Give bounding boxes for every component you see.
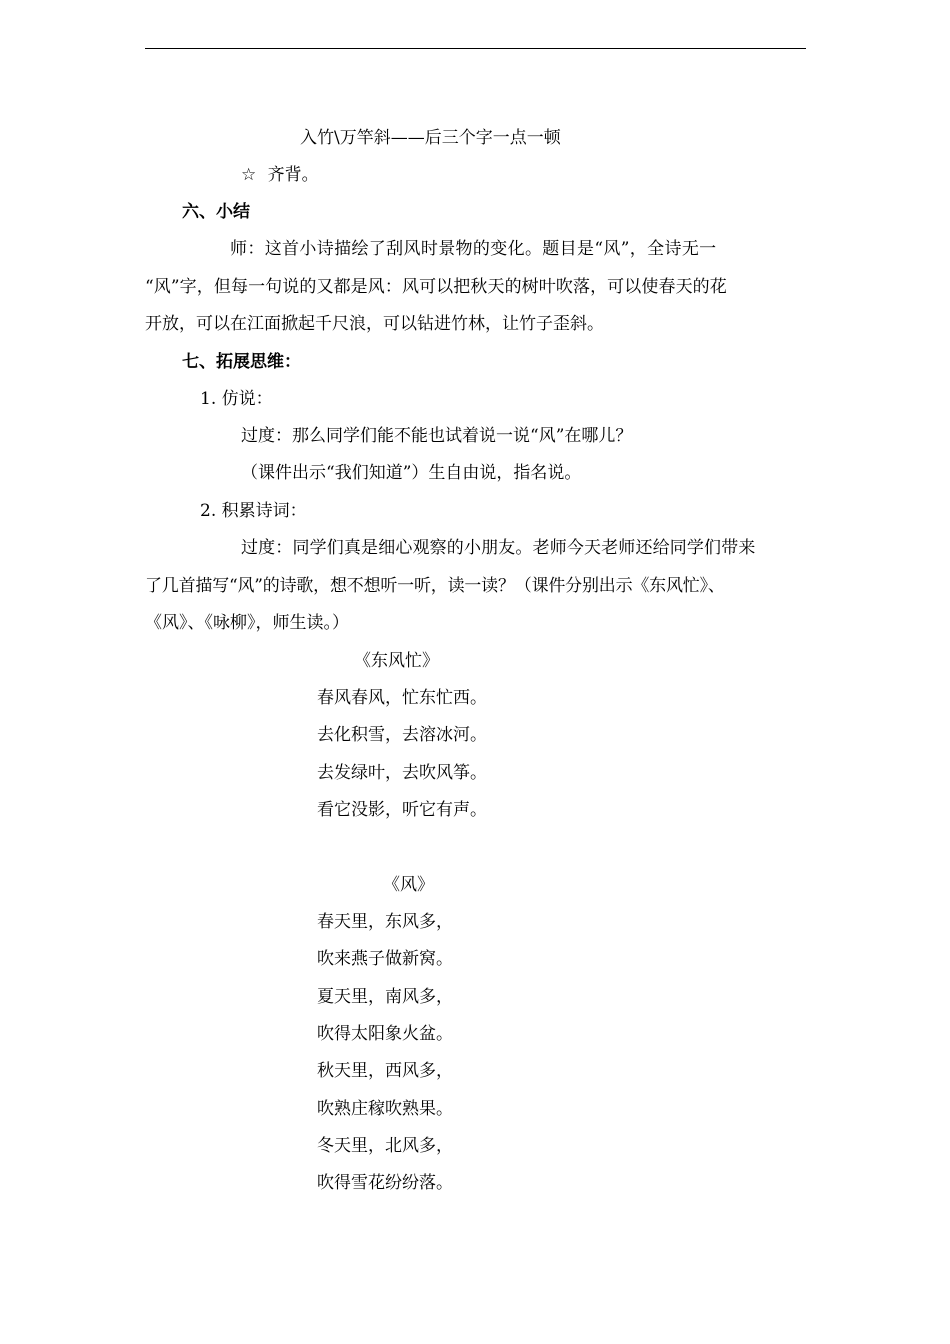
poem-line: 去发绿叶，去吹风筝。 — [317, 763, 487, 783]
poem-line: 吹得太阳象火盆。 — [317, 1024, 453, 1044]
star-icon: ☆ — [241, 165, 257, 185]
chorus-text: 齐背。 — [267, 165, 319, 185]
item-label-imitate: 1. 仿说： — [200, 389, 273, 409]
accumulate-paragraph-line: 过度：同学们真是细心观察的小朋友。老师今天老师还给同学们带来 — [241, 538, 756, 558]
poem-line: 夏天里，南风多， — [317, 987, 453, 1007]
poem-title: 《东风忙》 — [354, 651, 439, 671]
poem-line: 去化积雪，去溶冰河。 — [317, 725, 487, 745]
poem-line: 冬天里，北风多， — [317, 1136, 453, 1156]
courseware-line: （课件出示“我们知道”）生自由说，指名说。 — [241, 463, 582, 483]
section-heading-extension: 七、拓展思维： — [182, 352, 301, 372]
summary-paragraph-line: 开放，可以在江面掀起千尺浪，可以钻进竹林，让竹子歪斜。 — [145, 314, 604, 334]
transition-line: 过度：那么同学们能不能也试着说一说“风”在哪儿？ — [241, 426, 633, 446]
summary-paragraph-line: 师：这首小诗描绘了刮风时景物的变化。题目是“风”，全诗无一 — [230, 239, 717, 259]
item-label-accumulate: 2. 积累诗词： — [200, 501, 307, 521]
accumulate-paragraph-line: 《风》、《咏柳》，师生读。） — [145, 613, 349, 633]
accumulate-paragraph-line: 了几首描写“风”的诗歌，想不想听一听，读一读？（课件分别出示《东风忙》、 — [145, 576, 725, 596]
poem-line: 秋天里，西风多， — [317, 1061, 453, 1081]
poem-line: 吹熟庄稼吹熟果。 — [317, 1099, 453, 1119]
poem-line: 春天里，东风多， — [317, 912, 453, 932]
poem-line: 吹来燕子做新窝。 — [317, 949, 453, 969]
poem-line: 春风春风，忙东忙西。 — [317, 688, 487, 708]
header-rule — [145, 48, 806, 49]
recitation-line: 入竹\万竿斜——后三个字一点一顿 — [300, 128, 561, 148]
summary-paragraph-line: “风”字，但每一句说的又都是风：风可以把秋天的树叶吹落，可以使春天的花 — [145, 277, 727, 297]
poem-title: 《风》 — [383, 875, 434, 895]
section-heading-summary: 六、小结 — [182, 202, 250, 222]
poem-line: 吹得雪花纷纷落。 — [317, 1173, 453, 1193]
chorus-line — [241, 164, 319, 186]
poem-line: 看它没影，听它有声。 — [317, 800, 487, 820]
